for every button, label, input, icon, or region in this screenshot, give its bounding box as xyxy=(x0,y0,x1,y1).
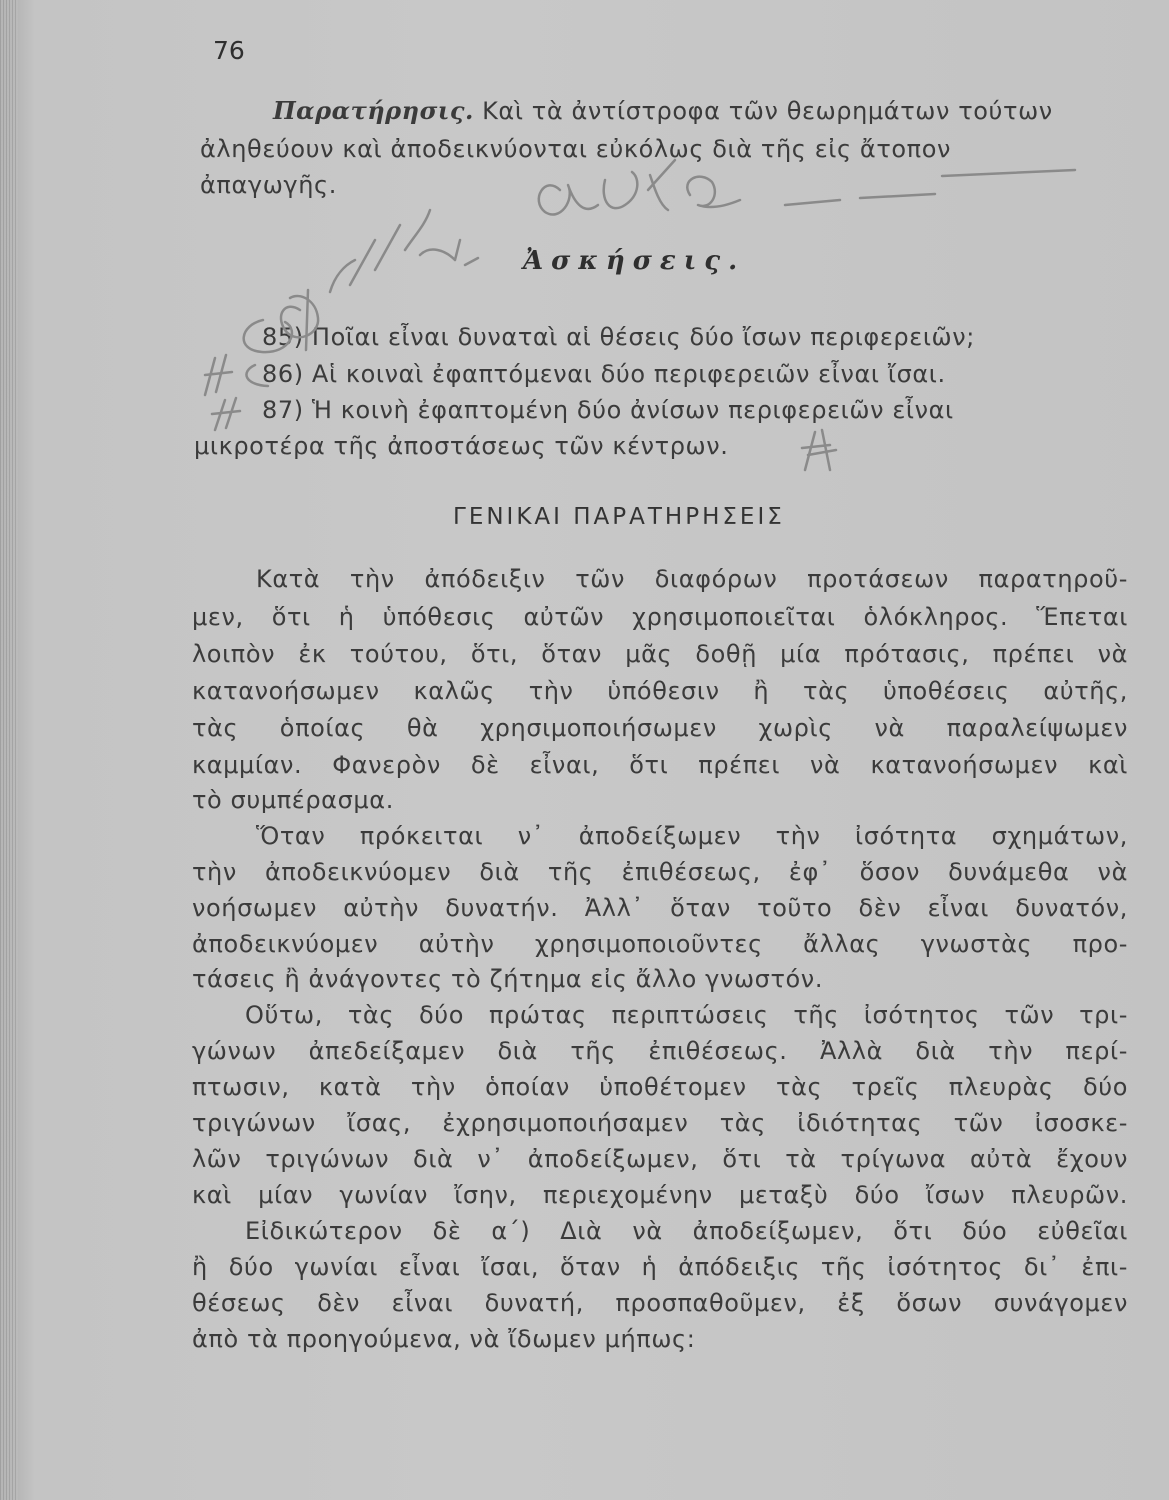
general-line-5: τὰς ὁποίας θὰ χρησιμοποιήσωμεν χωρὶς νὰ παραλείψωμεν xyxy=(192,714,1128,742)
general-line-14: γώνων ἀπεδείξαμεν διὰ τῆς ἐπιθέσεως. Ἀλλὰ διὰ τὴν περί- xyxy=(192,1037,1128,1065)
general-line-15: πτωσιν, κατὰ τὴν ὁποίαν ὑποθέτομεν τὰς τρεῖς πλευρὰς δύο xyxy=(192,1073,1128,1101)
general-line-22: ἀπὸ τὰ προηγούμενα, νὰ ἴδωμεν μήπως: xyxy=(192,1325,696,1353)
general-line-20: ἢ δύο γωνίαι εἶναι ἴσαι, ὅταν ἡ ἀπόδειξις τῆς ἰσότητος δι᾽ ἐπι- xyxy=(192,1253,1128,1281)
general-line-21: θέσεως δὲν εἶναι δυνατή, προσπαθοῦμεν, ἐξ ὅσων συνάγομεν xyxy=(192,1289,1128,1317)
remark-label: Παρατήρησις. xyxy=(273,96,474,125)
general-line-13: Οὕτω, τὰς δύο πρώτας περιπτώσεις τῆς ἰσότητος τῶν τρι- xyxy=(245,1001,1128,1029)
remark-text-1: Καὶ τὰ ἀντίστροφα τῶν θεωρημάτων τούτων xyxy=(473,97,1053,125)
general-line-10: νοήσωμεν αὐτὴν δυνατήν. Ἀλλ᾽ ὅταν τοῦτο δὲν εἶναι δυνατόν, xyxy=(192,894,1128,922)
exercise-86: 86) Αἱ κοιναὶ ἐφαπτόμεναι δύο περιφερειῶν εἶναι ἴσαι. xyxy=(262,360,946,388)
general-heading: ΓΕΝΙΚΑΙ ΠΑΡΑΤΗΡΗΣΕΙΣ xyxy=(453,504,785,530)
general-line-7: τὸ συμπέρασμα. xyxy=(192,786,394,814)
general-line-19: Εἰδικώτερον δὲ α΄) Διὰ νὰ ἀποδείξωμεν, ὅτι δύο εὐθεῖαι xyxy=(245,1217,1128,1245)
remark-line-2: ἀληθεύουν καὶ ἀποδεικνύονται εὐκόλως διὰ τῆς εἰς ἄτοπον xyxy=(200,135,952,163)
exercise-87-continued: μικροτέρα τῆς ἀποστάσεως τῶν κέντρων. xyxy=(194,432,729,460)
exercise-87: 87) Ἡ κοινὴ ἐφαπτομένη δύο ἀνίσων περιφερειῶν εἶναι xyxy=(262,396,954,424)
page-number: 76 xyxy=(213,36,245,65)
general-line-4: κατανοήσωμεν καλῶς τὴν ὑπόθεσιν ἢ τὰς ὑποθέσεις αὐτῆς, xyxy=(192,677,1128,705)
general-line-1: Κατὰ τὴν ἀπόδειξιν τῶν διαφόρων προτάσεων παρατηροῦ- xyxy=(256,565,1128,593)
general-line-8: Ὅταν πρόκειται ν᾽ ἀποδείξωμεν τὴν ἰσότητα σχημάτων, xyxy=(256,822,1128,850)
general-line-12: τάσεις ἢ ἀνάγοντες τὸ ζήτημα εἰς ἄλλο γνωστόν. xyxy=(192,965,824,993)
exercise-85: 85) Ποῖαι εἶναι δυναταὶ αἱ θέσεις δύο ἴσων περιφερειῶν; xyxy=(262,323,975,351)
general-line-9: τὴν ἀποδεικνύομεν διὰ τῆς ἐπιθέσεως, ἐφ᾽ ὅσον δυνάμεθα νὰ xyxy=(192,858,1128,886)
general-line-17: λῶν τριγώνων διὰ ν᾽ ἀποδείξωμεν, ὅτι τὰ τρίγωνα αὐτὰ ἔχουν xyxy=(192,1145,1128,1173)
exercises-heading: Ἀσκήσεις. xyxy=(523,246,746,276)
general-line-18: καὶ μίαν γωνίαν ἴσην, περιεχομένην μεταξὺ δύο ἴσων πλευρῶν. xyxy=(192,1181,1128,1209)
general-line-16: τριγώνων ἴσας, ἐχρησιμοποιήσαμεν τὰς ἰδιότητας τῶν ἰσοσκε- xyxy=(192,1109,1128,1137)
general-line-3: λοιπὸν ἐκ τούτου, ὅτι, ὅταν μᾶς δοθῇ μία πρότασις, πρέπει νὰ xyxy=(192,640,1128,668)
general-line-6: καμμίαν. Φανερὸν δὲ εἶναι, ὅτι πρέπει νὰ κατανοήσωμεν καὶ xyxy=(192,751,1128,779)
remark-line-3: ἀπαγωγῆς. xyxy=(200,171,337,199)
general-line-2: μεν, ὅτι ἡ ὑπόθεσις αὐτῶν χρησιμοποιεῖται ὁλόκληρος. Ἕπεται xyxy=(192,603,1128,631)
general-line-11: ἀποδεικνύομεν αὐτὴν χρησιμοποιοῦντες ἄλλας γνωστὰς προ- xyxy=(192,930,1128,958)
